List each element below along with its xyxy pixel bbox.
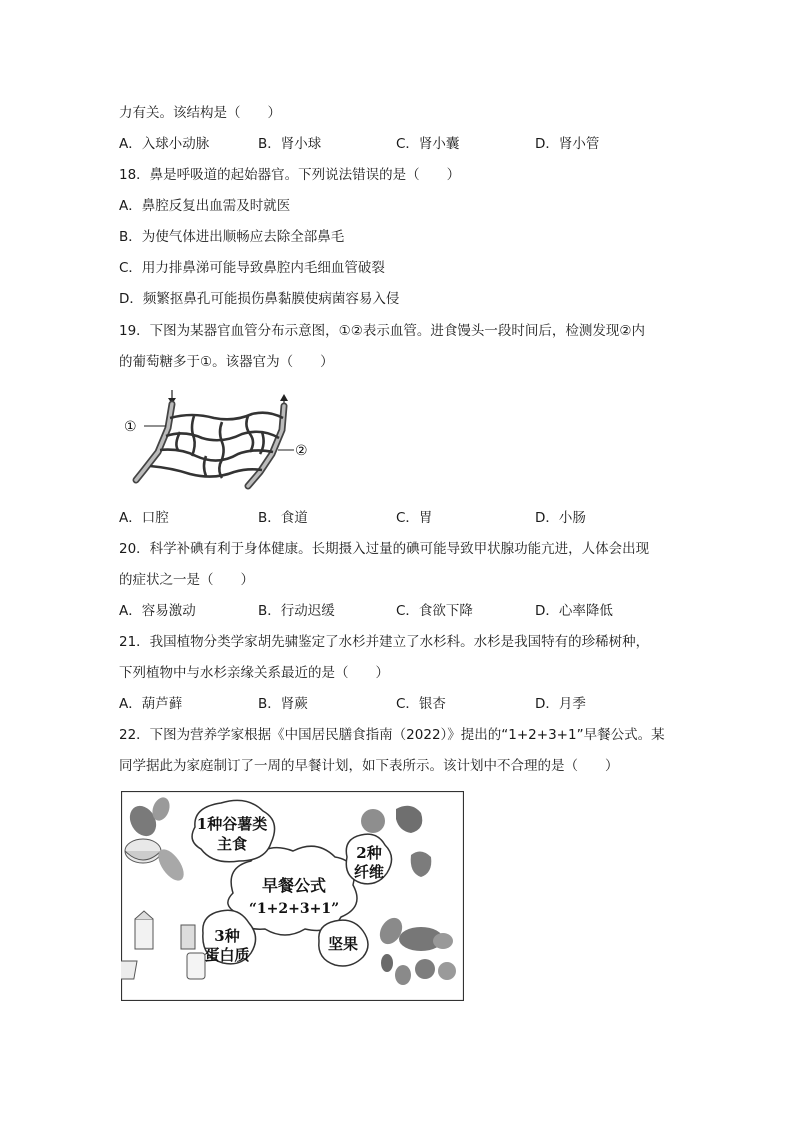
q17-option-a[interactable]: A．入球小动脉 <box>119 136 210 152</box>
vessel-1-label: ① <box>124 419 137 435</box>
q19-option-c[interactable]: C．胃 <box>396 510 433 526</box>
q18-option-c[interactable]: C．用力排鼻涕可能导致鼻腔内毛细血管破裂 <box>119 260 385 276</box>
q18-stem: 18．鼻是呼吸道的起始器官。下列说法错误的是（ ） <box>119 167 461 183</box>
q20-option-d[interactable]: D．心率降低 <box>535 603 613 619</box>
q19-option-a[interactable]: A．口腔 <box>119 510 169 526</box>
formula-equation: “1+2+3+1” <box>248 901 340 917</box>
q20-stem-line2: 的症状之一是（ ） <box>119 572 254 588</box>
q19-stem-line1: 19．下图为某器官血管分布示意图，①②表示血管。进食馒头一段时间后，检测发现②内 <box>119 323 645 339</box>
q21-option-d[interactable]: D．月季 <box>535 696 586 712</box>
q21-stem-line2: 下列植物中与水杉亲缘关系最近的是（ ） <box>119 665 389 681</box>
grain-bubble-label: 1种谷薯类 <box>196 815 268 833</box>
fiber-bubble-label: 2种 <box>356 844 382 862</box>
grain-bubble <box>192 800 274 861</box>
q20-option-b[interactable]: B．行动迟缓 <box>258 603 335 619</box>
formula-title: 早餐公式 <box>261 876 327 895</box>
q19-option-d[interactable]: D．小肠 <box>535 510 586 526</box>
q19-option-b[interactable]: B．食道 <box>258 510 308 526</box>
q17-stem-tail: 力有关。该结构是（ ） <box>119 105 281 121</box>
q17-option-c[interactable]: C．肾小囊 <box>396 136 460 152</box>
q20-option-a[interactable]: A．容易激动 <box>119 603 196 619</box>
q18-option-a[interactable]: A．鼻腔反复出血需及时就医 <box>119 198 291 214</box>
q18-option-b[interactable]: B．为使气体进出顺畅应去除全部鼻毛 <box>119 229 345 245</box>
q21-stem-line1: 21．我国植物分类学家胡先骕鉴定了水杉并建立了水杉科。水杉是我国特有的珍稀树种， <box>119 634 650 650</box>
q19-stem-line2: 的葡萄糖多于①。该器官为（ ） <box>119 354 334 370</box>
q18-option-d[interactable]: D．频繁抠鼻孔可能损伤鼻黏膜使病菌容易入侵 <box>119 291 400 307</box>
fiber-bubble-sublabel: 纤维 <box>353 863 385 881</box>
grain-bubble-sublabel: 主食 <box>216 835 248 853</box>
q22-stem-line2: 同学据此为家庭制订了一周的早餐计划，如下表所示。该计划中不合理的是（ ） <box>119 758 619 774</box>
q20-option-c[interactable]: C．食欲下降 <box>396 603 473 619</box>
protein-bubble-sublabel: 蛋白质 <box>204 946 250 964</box>
nuts-bubble <box>319 920 368 966</box>
q21-option-b[interactable]: B．肾蕨 <box>258 696 308 712</box>
q21-option-c[interactable]: C．银杏 <box>396 696 446 712</box>
q20-stem-line1: 20．科学补碘有利于身体健康。长期摄入过量的碘可能导致甲状腺功能亢进，人体会出现 <box>119 541 650 557</box>
vessel-2-label: ② <box>295 443 308 459</box>
q17-option-b[interactable]: B．肾小球 <box>258 136 322 152</box>
nuts-bubble-label: 坚果 <box>327 935 359 953</box>
protein-bubble-label: 3种 <box>214 927 240 945</box>
q21-option-a[interactable]: A．葫芦藓 <box>119 696 183 712</box>
blood-vessel-diagram <box>122 388 312 498</box>
q22-stem-line1: 22．下图为营养学家根据《中国居民膳食指南（2022）》提出的“1+2+3+1”早餐公式。某 <box>119 727 665 743</box>
breakfast-formula-figure <box>121 791 464 1001</box>
q17-option-d[interactable]: D．肾小管 <box>535 136 600 152</box>
